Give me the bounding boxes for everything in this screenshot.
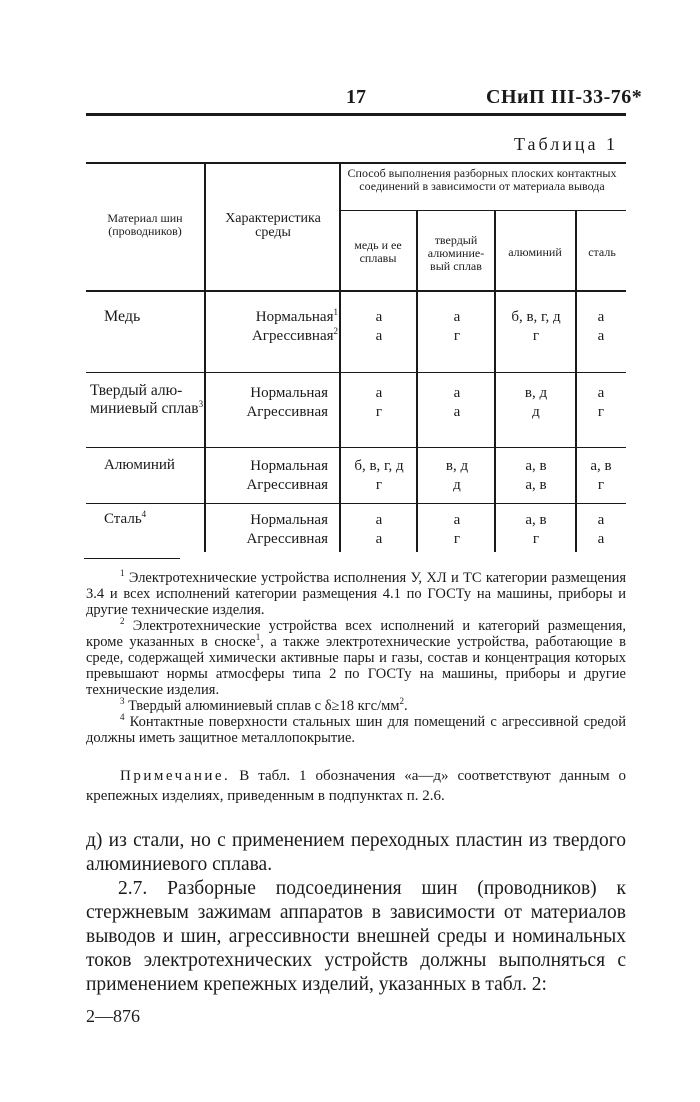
environment-cell: Нормальная Агрессивная <box>246 458 328 493</box>
header-rule <box>86 113 626 116</box>
footnotes <box>86 570 626 746</box>
row-separator <box>86 372 626 373</box>
subheader-steel: сталь <box>588 245 616 259</box>
footnote: $^3$ Твердый алюминиевый сплав с δ≥18 кгс/$мм^2$. <box>120 696 408 714</box>
row-separator <box>86 503 626 504</box>
subheader-rule <box>340 210 626 211</box>
table-col-divider <box>575 210 577 552</box>
table-col-divider <box>339 162 341 552</box>
value-cell: а а <box>453 385 461 420</box>
table-header-rule <box>86 290 626 292</box>
value-cell: а г <box>375 385 383 420</box>
material-cell: Алюминий <box>104 457 175 473</box>
body-text <box>86 829 626 997</box>
footnote-rule <box>84 558 180 559</box>
print-code: 2—876 <box>86 1006 140 1026</box>
value-cell: б, в, г, д г <box>511 309 561 344</box>
environment-cell: Нормальная Агрессивная <box>246 512 328 547</box>
value-cell: а, в г <box>525 512 547 547</box>
table-col-divider <box>416 210 418 552</box>
table-col-divider <box>204 162 206 552</box>
document-id: СНиП III-33-76* <box>486 86 643 108</box>
clause-number: 2.7. <box>118 878 148 899</box>
material-cell: Медь <box>104 308 141 325</box>
subheader-hard-alloy: твердый алюминие-вый сплав <box>427 233 485 273</box>
value-cell: а, в г <box>590 458 612 493</box>
value-cell: в, д д <box>445 458 469 493</box>
material-cell: Твердый алю-миниевый сплав$^3$ <box>90 382 204 417</box>
footnote: $^4$ Контактные поверхности стальных шин для помещений с агрессивной средой должны иметь защитное металлопокрытие. <box>86 712 626 746</box>
footnote: $^1$ Электротехнические устройства исполнения У, ХЛ и ТС категории размещения 3.4 и всех исполнений категории размещения 4.1 по ГОСТу на машины, приборы и другие технические изделия. <box>86 568 627 618</box>
value-cell: а а <box>597 512 605 547</box>
environment-cell: Нормальная Агрессивная <box>246 385 328 420</box>
value-cell: а а <box>597 309 605 344</box>
value-cell: а а <box>375 309 383 344</box>
header-material: Материал шин (проводников) <box>107 211 183 238</box>
header-connection-method: Способ выполнения разборных плоских контактных соединений в зависимости от материала вывода <box>347 166 617 193</box>
clause-2-7: 2.7. Разборные подсоединения шин (проводников) к стержневым зажимам аппаратов в зависимости от материалов выводов и шин, агрессивности внешней среды и номинальных токов электротехнических устройств должны выполняться с применением крепежных изделий, указанных в табл. 2: <box>86 878 626 995</box>
table-col-divider <box>494 210 496 552</box>
value-cell: а г <box>453 512 461 547</box>
value-cell: а а <box>375 512 383 547</box>
value-cell: а г <box>453 309 461 344</box>
value-cell: б, в, г, д г <box>354 458 404 493</box>
header-environment: Характеристика среды <box>225 211 321 240</box>
material-cell: Сталь$^4$ <box>104 509 147 527</box>
paragraph-d: д) из стали, но с применением переходных пластин из твердого алюминиевого сплава. <box>86 830 626 875</box>
row-separator <box>86 447 626 448</box>
table-top-rule <box>86 162 626 164</box>
subheader-copper: медь и ее сплавы <box>354 238 402 265</box>
table-title: Таблица 1 <box>514 134 618 154</box>
value-cell: а, в а, в <box>525 458 547 493</box>
value-cell: а г <box>597 385 605 420</box>
footnote: $^2$ Электротехнические устройства всех исполнений и категорий размещения, кроме указанных в сноске$^1$, а также электротехнические устройства, работающие в среде, содержащей химически активные пары и газы, состав и концентрация которых превышают нормы атмосферы типа 2 по ГОСТу на машины, приборы и другие технические изделия. <box>86 616 626 698</box>
table-note: Примечание. В табл. 1 обозначения «а—д» соответствуют данным о крепежных изделиях, приведенным в подпунктах п. 2.6. <box>86 768 627 804</box>
value-cell: в, д д <box>524 385 548 420</box>
page-number: 17 <box>346 86 366 108</box>
subheader-aluminum: алюминий <box>508 245 562 259</box>
environment-cell: Нормальная$^1$ Агрессивная$^2$ <box>251 307 338 344</box>
